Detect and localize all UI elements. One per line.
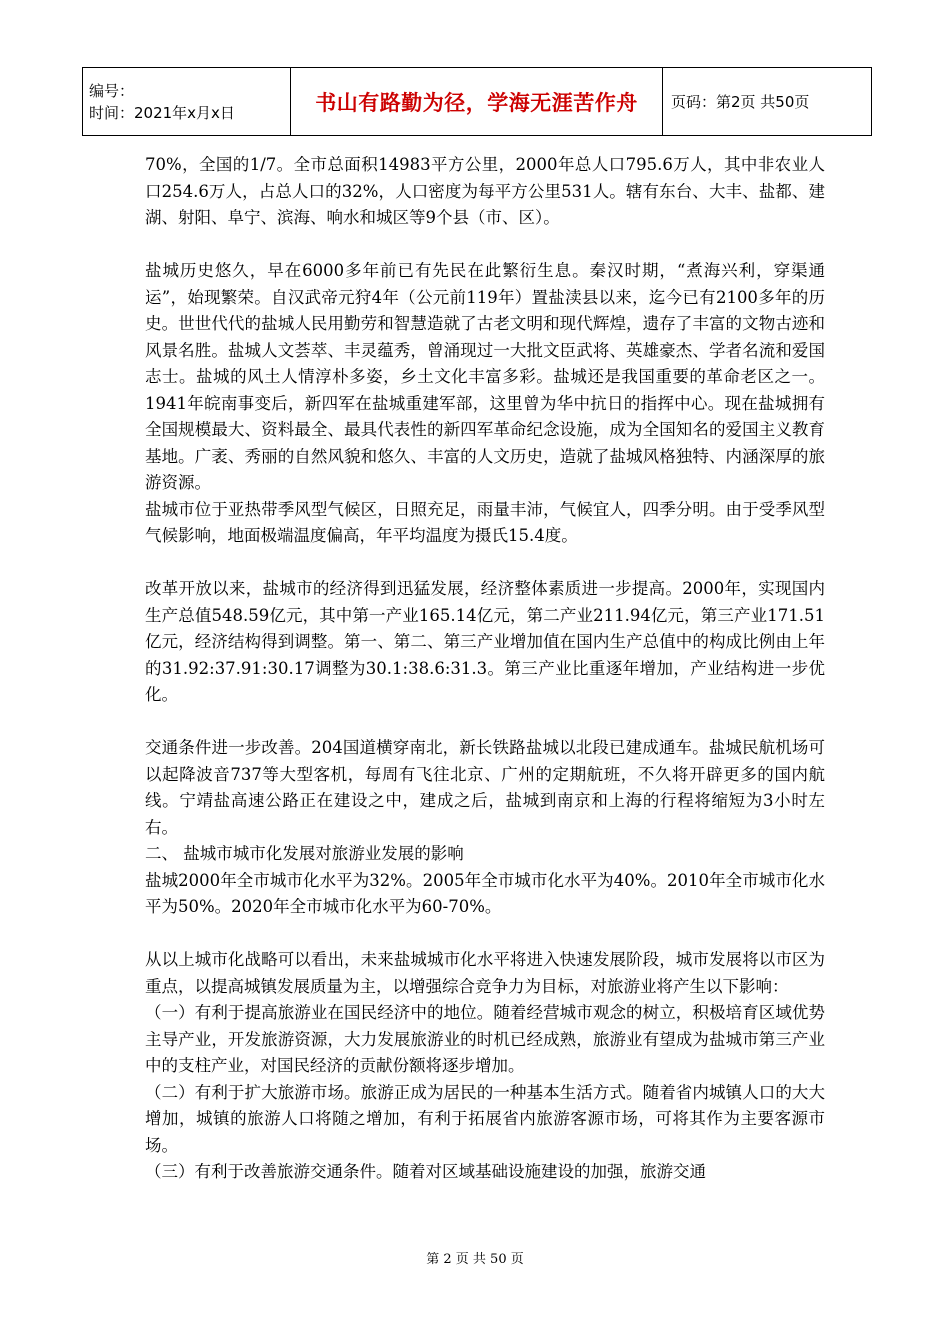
- paragraph: 70%，全国的1/7。全市总面积14983平方公里，2000年总人口795.6万人，其中非农业人口254.6万人，占总人口的32%，人口密度为每平方公里531人。辖有东台、大丰、盐都、建湖、射阳、阜宁、滨海、响水和城区等9个县（市、区）。: [145, 155, 825, 227]
- motto: 书山有路勤为径，学海无涯苦作舟: [291, 68, 663, 136]
- header-info-cell: [83, 68, 291, 136]
- list-item: （三）有利于改善旅游交通条件。随着对区域基础设施建设的加强，旅游交通: [145, 1162, 706, 1181]
- number-label: 编号：: [89, 81, 135, 100]
- time-label: 时间：2021年x月x日: [89, 103, 235, 122]
- header-table: [82, 67, 872, 136]
- paragraph-gap: [145, 232, 825, 259]
- paragraph: 盐城2000年全市城市化水平为32%。2005年全市城市化水平为40%。2010年全市城市化水平为50%。2020年全市城市化水平为60-70%。: [145, 870, 825, 916]
- paragraph: 交通条件进一步改善。204国道横穿南北，新长铁路盐城以北段已建成通车。盐城民航机场可以起降波音737等大型客机，每周有飞往北京、广州的定期航班，不久将开辟更多的国内航线。宁靖盐高速公路正在建设之中，建成之后，盐城到南京和上海的行程将缩短为3小时左右。: [145, 738, 825, 837]
- paragraph: 盐城市位于亚热带季风型气候区，日照充足，雨量丰沛，气候宜人，四季分明。由于受季风型气候影响，地面极端温度偏高，年平均温度为摄氏15.4度。: [145, 499, 825, 545]
- paragraph: 改革开放以来，盐城市的经济得到迅猛发展，经济整体素质进一步提高。2000年，实现国内生产总值548.59亿元，其中第一产业165.14亿元，第二产业211.94亿元，第三产业171.51亿元，经济结构得到调整。第一、第二、第三产业增加值在国内生产总值中的构成比例由上年的31.92:37.91:30.17调整为30.1:38.6:31.3。第三产业比重逐年增加，产业结构进一步优化。: [145, 579, 825, 704]
- paragraph-gap: [145, 550, 825, 577]
- section-heading: 二、 盐城市城市化发展对旅游业发展的影响: [145, 844, 464, 863]
- paragraph: 盐城历史悠久，早在6000多年前已有先民在此繁衍生息。秦汉时期，“煮海兴利，穿渠通运”，始现繁荣。自汉武帝元狩4年（公元前119年）置盐渎县以来，迄今已有2100多年的历史。世世代代的盐城人民用勤劳和智慧造就了古老文明和现代辉煌，遗存了丰富的文物古迹和风景名胜。盐城人文荟萃、丰灵蕴秀，曾涌现过一大批文臣武将、英雄豪杰、学者名流和爱国志士。盐城的风土人情淳朴多姿，乡土文化丰富多彩。盐城还是我国重要的革命老区之一。1941年皖南事变后，新四军在盐城重建军部，这里曾为华中抗日的指挥中心。现在盐城拥有全国规模最大、资料最全、最具代表性的新四军革命纪念设施，成为全国知名的爱国主义教育基地。广袤、秀丽的自然风貌和悠久、丰富的人文历史，造就了盐城风格独特、内涵深厚的旅游资源。: [145, 261, 825, 492]
- page-indicator: 页码：第2页 共50页: [663, 68, 872, 136]
- paragraph-gap: [145, 709, 825, 736]
- paragraph: 从以上城市化战略可以看出，未来盐城城市化水平将进入快速发展阶段，城市发展将以市区为重点，以提高城镇发展质量为主，以增强综合竞争力为目标，对旅游业将产生以下影响：: [145, 950, 825, 996]
- list-item: （一）有利于提高旅游业在国民经济中的地位。随着经营城市观念的树立，积极培育区域优势主导产业，开发旅游资源，大力发展旅游业的时机已经成熟，旅游业有望成为盐城市第三产业中的支柱产业，对国民经济的贡献份额将逐步增加。: [145, 1003, 825, 1075]
- list-item: （二）有利于扩大旅游市场。旅游正成为居民的一种基本生活方式。随着省内城镇人口的大大增加，城镇的旅游人口将随之增加，有利于拓展省内旅游客源市场，可将其作为主要客源市场。: [145, 1082, 825, 1155]
- page-footer: 第 2 页 共 50 页: [426, 1252, 524, 1267]
- paragraph-gap: [145, 921, 825, 948]
- document-body: [145, 152, 825, 1186]
